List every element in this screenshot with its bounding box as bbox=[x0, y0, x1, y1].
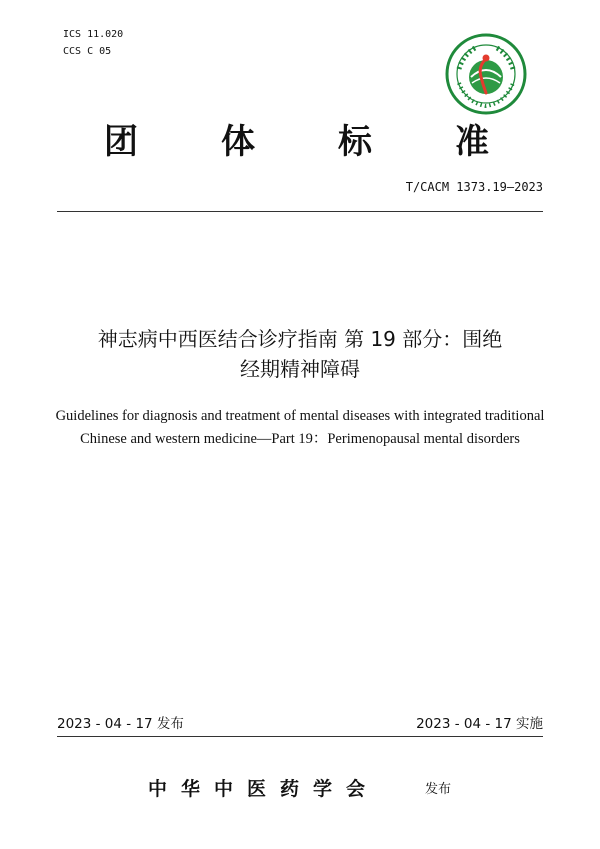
ics-code: ICS 11.020 bbox=[63, 29, 124, 40]
ccs-code: CCS C 05 bbox=[63, 46, 112, 57]
standard-type-title bbox=[0, 120, 600, 170]
standard-type-char: 标 bbox=[338, 122, 372, 162]
english-title-line-1: Guidelines for diagnosis and treatment of mental diseases with integrated traditional bbox=[55, 408, 545, 424]
standard-type-char: 准 bbox=[455, 122, 489, 162]
chinese-title-line-2: 经期精神障碍 bbox=[240, 357, 360, 381]
issue-date: 2023 - 04 - 17 发布 bbox=[57, 716, 184, 732]
standard-type-char: 团 bbox=[104, 122, 138, 162]
english-title-line-2: Chinese and western medicine—Part 19：Perimenopausal mental disorders bbox=[80, 431, 520, 447]
standard-number: T/CACM 1373.19—2023 bbox=[405, 180, 543, 194]
publisher-name: 中华中医药学会 bbox=[148, 778, 380, 800]
publisher-row bbox=[0, 777, 600, 803]
bottom-divider bbox=[57, 736, 543, 737]
standard-type-char: 体 bbox=[221, 122, 255, 162]
publish-label: 发布 bbox=[425, 782, 452, 797]
association-logo-icon bbox=[445, 33, 527, 115]
implementation-date: 2023 - 04 - 17 实施 bbox=[416, 716, 543, 732]
top-divider bbox=[57, 211, 543, 212]
chinese-title-line-1: 神志病中西医结合诊疗指南 第 19 部分：围绝 bbox=[97, 327, 503, 351]
